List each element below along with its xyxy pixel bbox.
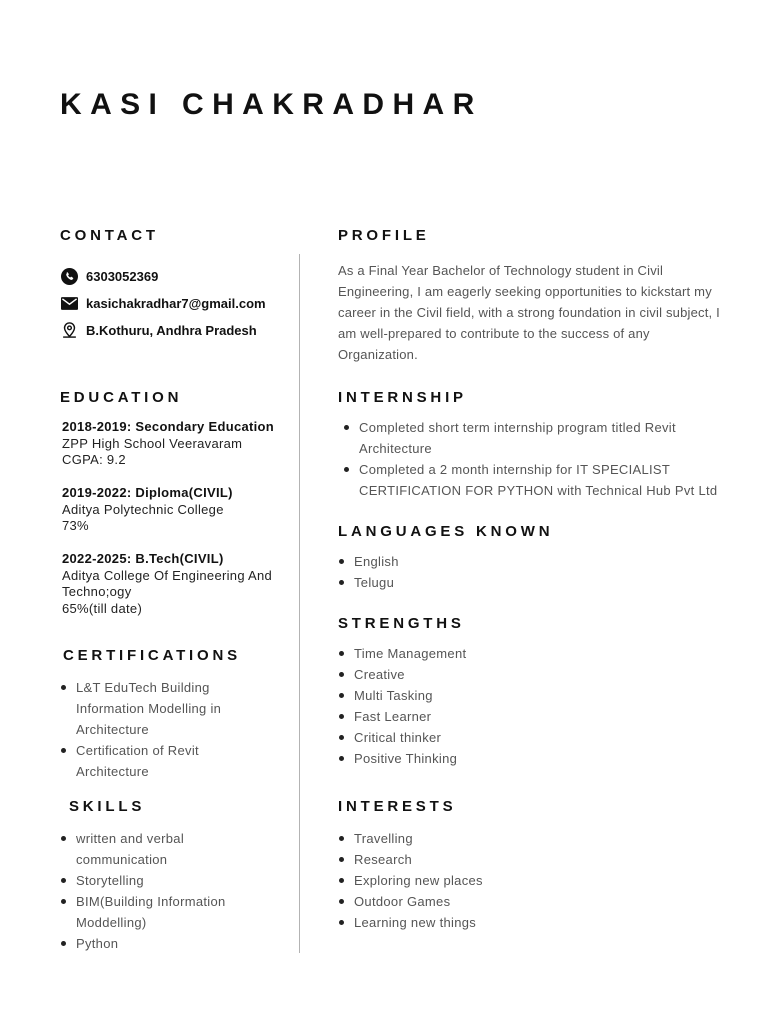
list-item: Telugu [338,572,728,593]
skills-heading: SKILLS [69,798,146,815]
contact-phone [60,266,158,286]
phone-icon [60,267,78,285]
list-item: L&T EduTech Building Information Modelling in Architecture [55,677,255,740]
list-item: Learning new things [338,912,728,933]
education-institution: Aditya College Of Engineering And Techno;ogy [62,567,273,599]
list-item: BIM(Building Information Moddelling) [55,891,255,933]
resume-name: KASI CHAKRADHAR [60,88,483,121]
interests-heading: INTERESTS [338,798,457,815]
profile-heading: PROFILE [338,227,430,244]
list-item: Research [338,849,728,870]
contact-email [60,293,266,313]
education-title: 2018-2019: Secondary Education [62,419,275,434]
internship-list [338,417,728,501]
certifications-list [55,677,255,782]
list-item: Time Management [338,643,728,664]
list-item: Positive Thinking [338,748,728,769]
list-item: Fast Learner [338,706,728,727]
education-score: 65%(till date) [62,600,143,616]
column-divider [299,254,300,953]
location-icon [60,321,78,339]
contact-location [60,320,257,340]
education-institution: ZPP High School Veeravaram [62,435,243,451]
certifications-heading: CERTIFICATIONS [63,647,241,664]
education-score: CGPA: 9.2 [62,452,126,467]
mail-icon [60,294,78,312]
internship-heading: INTERNSHIP [338,389,467,406]
contact-location-text: B.Kothuru, Andhra Pradesh [86,322,257,338]
list-item: Exploring new places [338,870,728,891]
contact-email-text[interactable]: kasichakradhar7@gmail.com [86,295,266,311]
education-heading: EDUCATION [60,389,183,406]
list-item: Certification of Revit Architecture [55,740,255,782]
list-item: Completed a 2 month internship for IT SPECIALIST CERTIFICATION FOR PYTHON with Technical Hub Pvt Ltd [338,459,728,501]
list-item: Critical thinker [338,727,728,748]
interests-list [338,828,728,933]
education-score: 73% [62,518,89,533]
list-item: Multi Tasking [338,685,728,706]
list-item: Completed short term internship program titled Revit Architecture [338,417,728,459]
contact-heading: CONTACT [60,227,159,244]
profile-text: As a Final Year Bachelor of Technology student in Civil Engineering, I am eagerly seeking opportunities to kickstart my career in the Civil field, with a strong foundation in civil subject, I am well-prepared to contribute to the success of any Organization. [338,263,720,362]
education-entry [62,419,298,469]
education-institution: Aditya Polytechnic College [62,501,224,517]
languages-heading: LANGUAGES KNOWN [338,523,554,540]
skills-list [55,828,255,954]
education-title: 2019-2022: Diploma(CIVIL) [62,485,233,500]
list-item: Outdoor Games [338,891,728,912]
list-item: Travelling [338,828,728,849]
strengths-list [338,643,728,769]
strengths-heading: STRENGTHS [338,615,465,632]
education-title: 2022-2025: B.Tech(CIVIL) [62,551,224,566]
list-item: English [338,551,728,572]
list-item: Python [55,933,255,954]
list-item: Storytelling [55,870,255,891]
education-entry [62,485,298,535]
languages-list [338,551,728,593]
list-item: written and verbal communication [55,828,255,870]
list-item: Creative [338,664,728,685]
contact-phone-text[interactable]: 6303052369 [86,268,159,284]
education-entry [62,551,298,617]
